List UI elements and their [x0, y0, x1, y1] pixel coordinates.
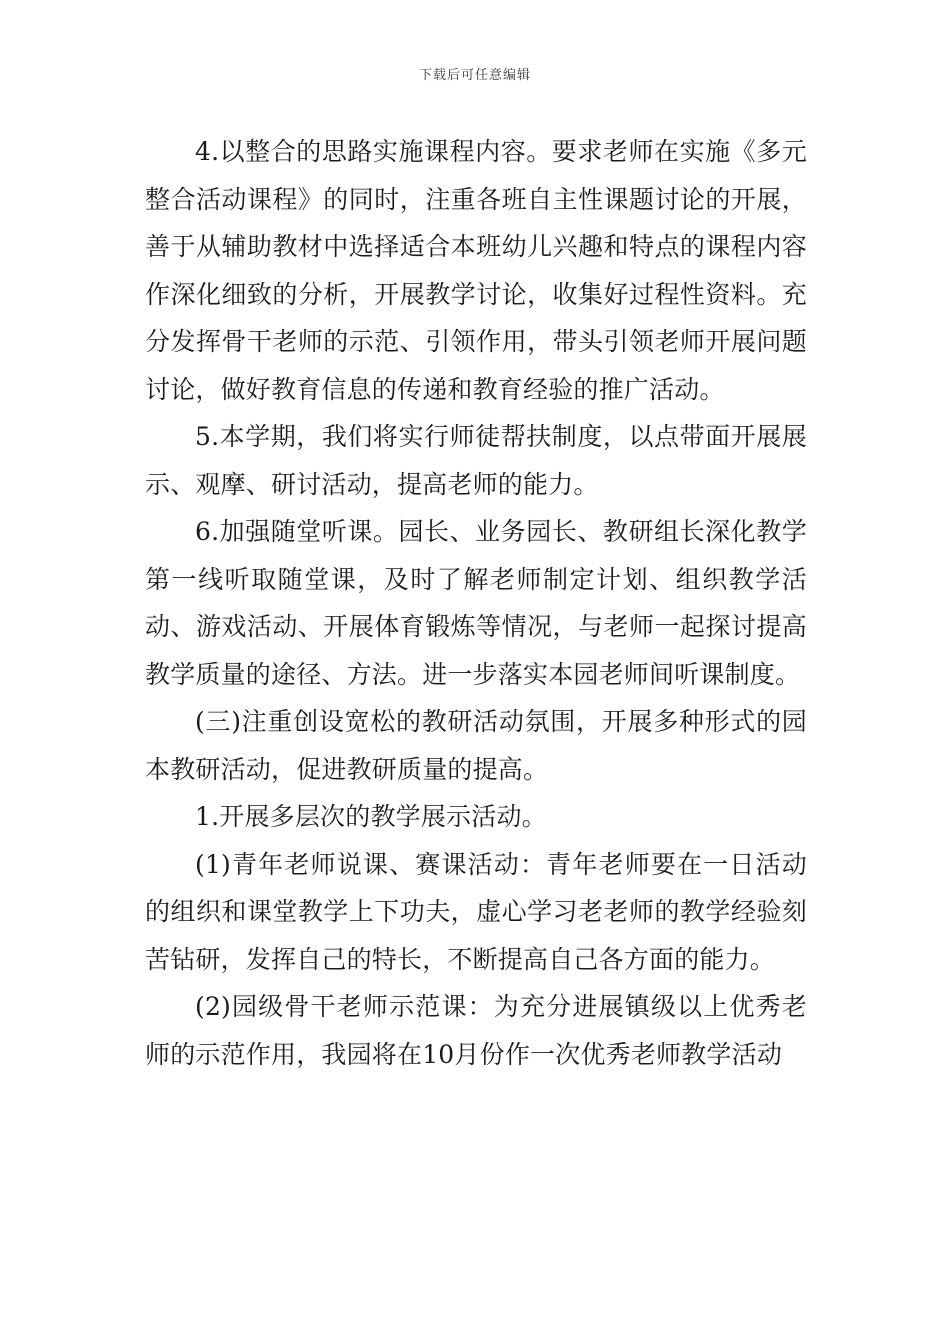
paragraph-model-lessons: (2)园级骨干老师示范课：为充分进展镇级以上优秀老师的示范作用，我园将在10月份作一次优秀老师教学活动 [145, 992, 807, 1069]
paragraph-teaching-showcase: 1.开展多层次的教学展示活动。 [195, 802, 547, 831]
paragraph-young-teachers: (1)青年老师说课、赛课活动：青年老师要在一日活动的组织和课堂教学上下功夫，虚心学习老老师的教学经验刻苦钻研，发挥自己的特长，不断提高自己各方面的能力。 [145, 849, 807, 974]
document-body [145, 128, 807, 1078]
paragraph-class-observation: 6.加强随堂听课。园长、业务园长、教研组长深化教学第一线听取随堂课，及时了解老师制定计划、组织教学活动、游戏活动、开展体育锻炼等情况，与老师一起探讨提高教学质量的途径、方法。进一步落实本园老师间听课制度。 [145, 517, 807, 689]
page-header: 下载后可任意编辑 [418, 68, 531, 83]
paragraph-integration-curriculum: 4.以整合的思路实施课程内容。要求老师在实施《多元整合活动课程》的同时，注重各班自主性课题讨论的开展，善于从辅助教材中选择适合本班幼儿兴趣和特点的课程内容作深化细致的分析，开展教学讨论，收集好过程性资料。充分发挥骨干老师的示范、引领作用，带头引领老师开展问题讨论，做好教育信息的传递和教育经验的推广活动。 [145, 137, 807, 404]
paragraph-mentorship: 5.本学期，我们将实行师徒帮扶制度，以点带面开展展示、观摩、研讨活动，提高老师的能力。 [145, 422, 807, 499]
section-heading-teaching-research: (三)注重创设宽松的教研活动氛围，开展多种形式的园本教研活动，促进教研质量的提高。 [145, 707, 807, 784]
